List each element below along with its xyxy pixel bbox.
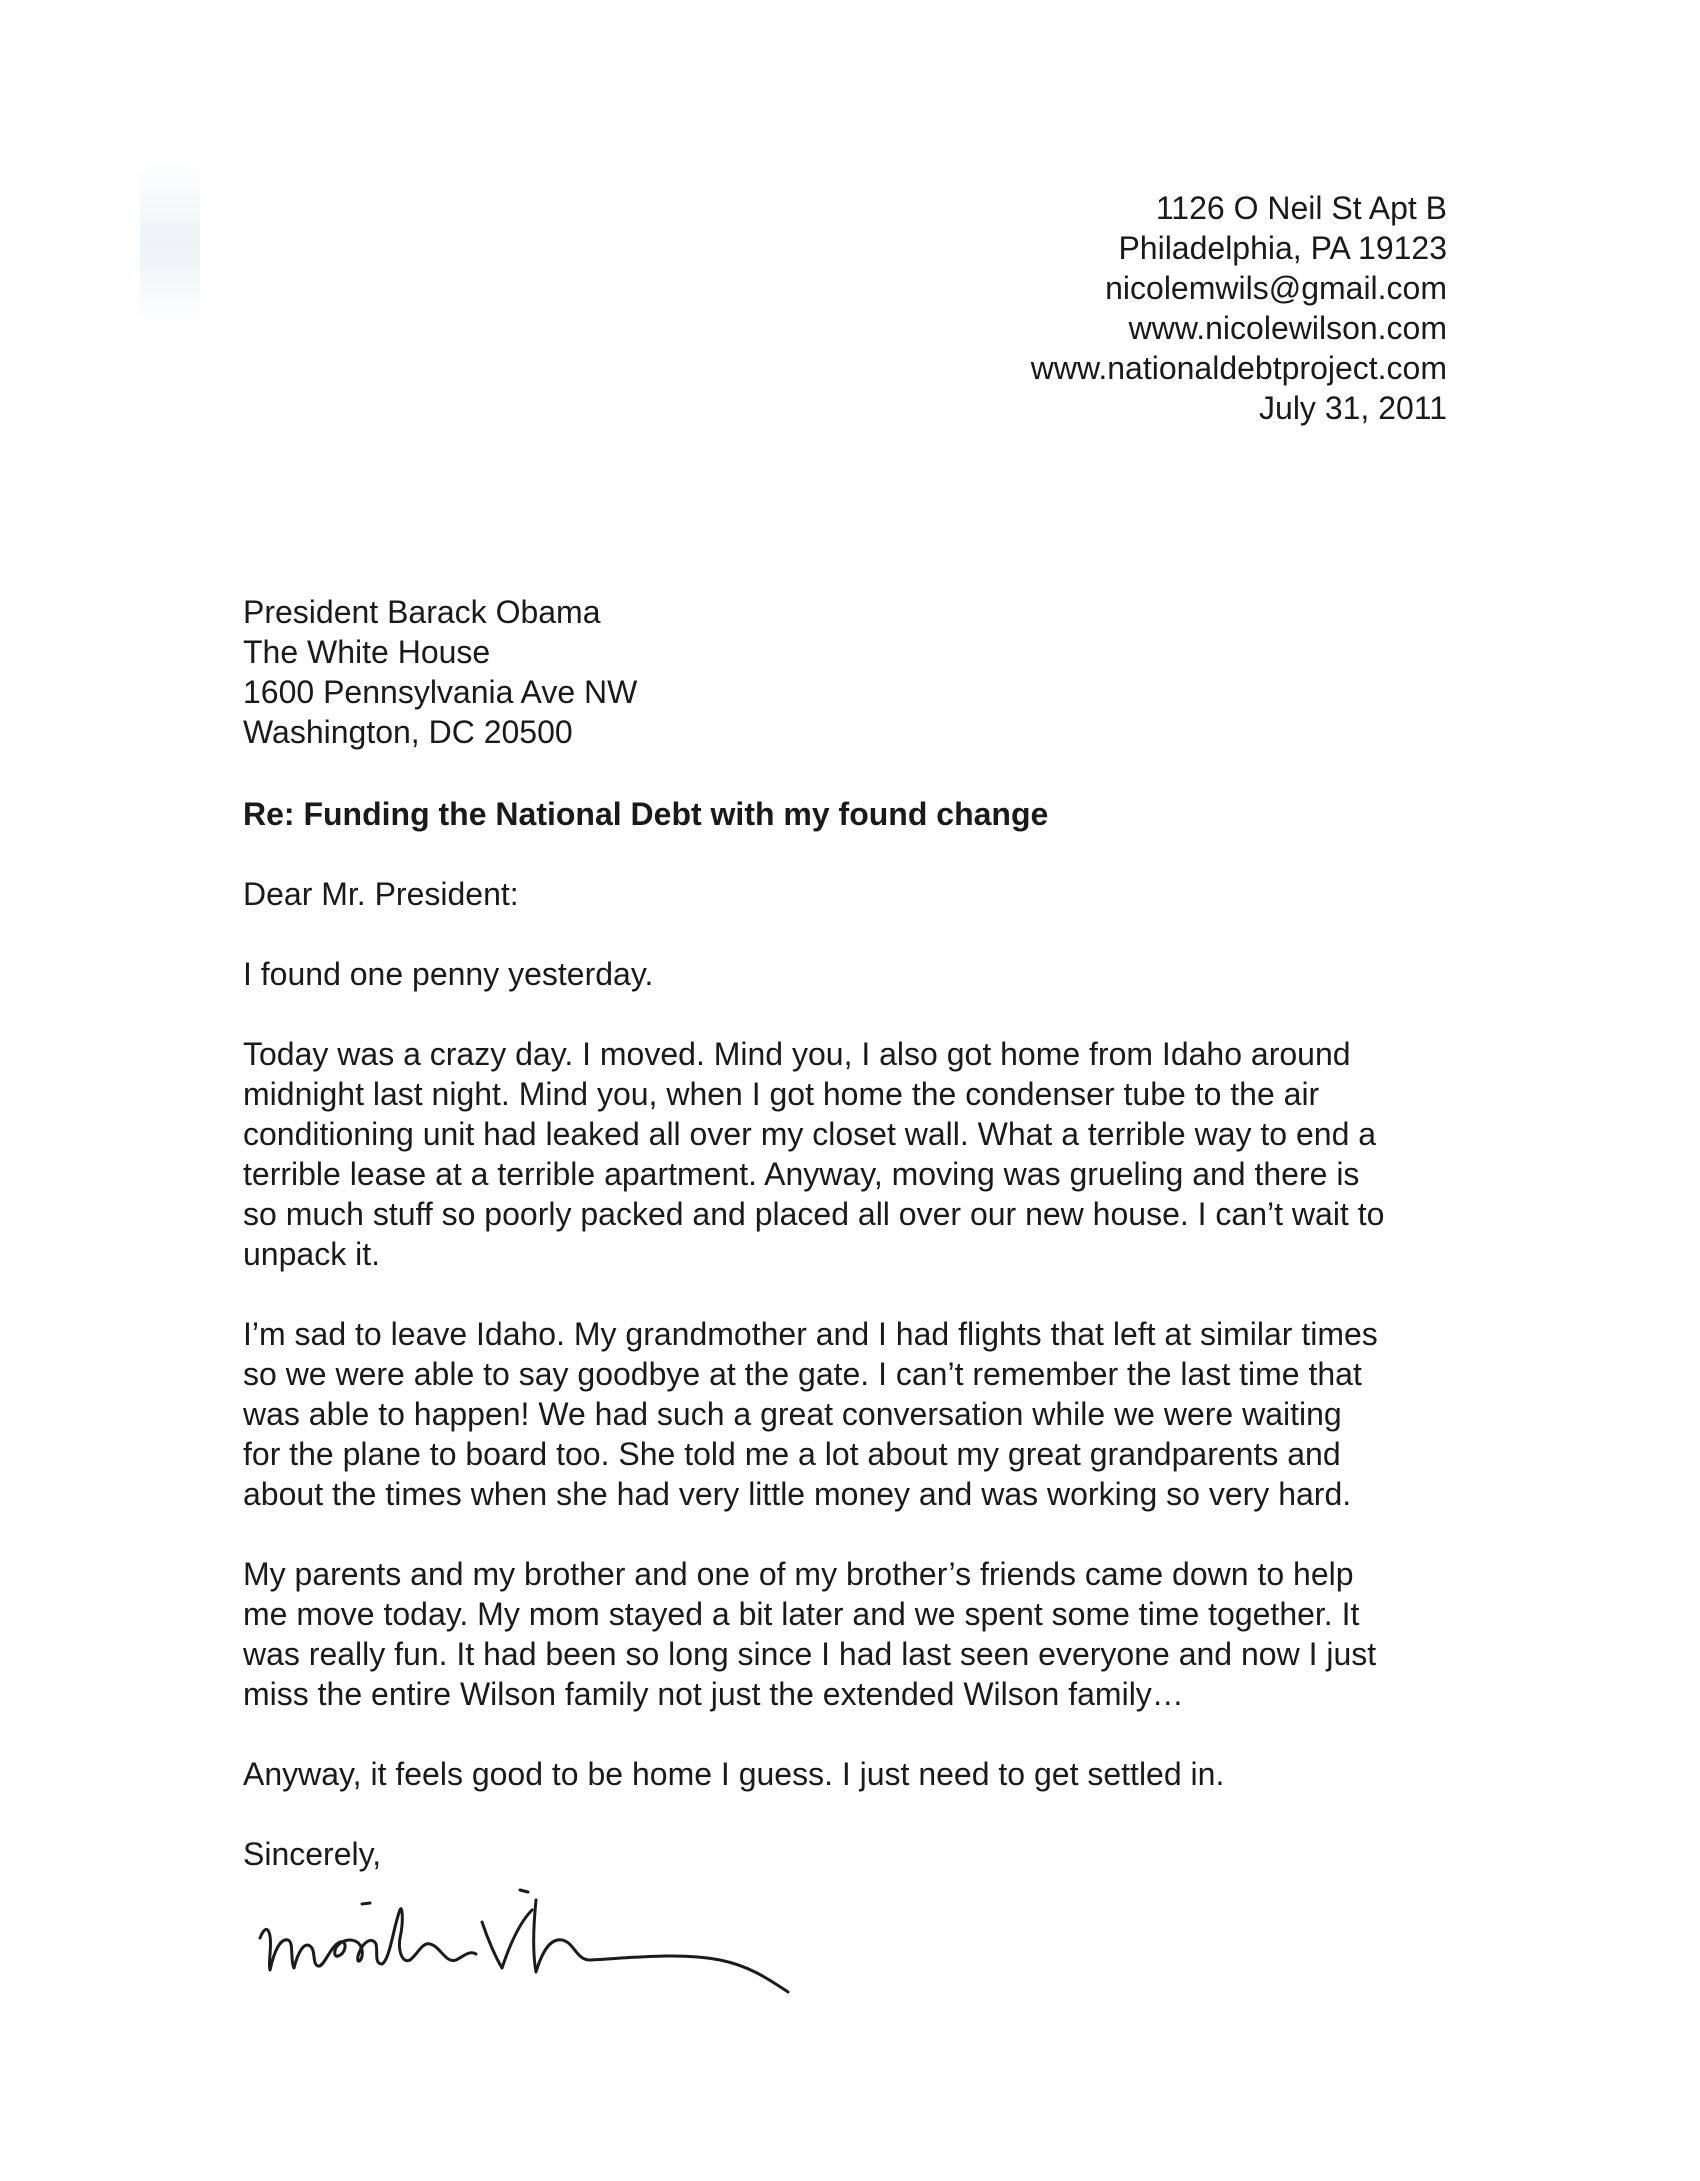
recipient-city: Washington, DC 20500 [243,714,573,750]
scan-smudge [140,160,200,330]
paragraph-line: midnight last night. Mind you, when I got home the condenser tube to the air [243,1076,1320,1112]
closing: Sincerely, [243,1836,382,1872]
recipient-address-block [243,592,637,752]
paragraph-line: I found one penny yesterday. [243,956,654,992]
paragraph-line: for the plane to board too. She told me a lot about my great grandparents and [243,1436,1341,1472]
paragraph-line: I’m sad to leave Idaho. My grandmother and I had flights that left at similar times [243,1316,1378,1352]
recipient-street: 1600 Pennsylvania Ave NW [243,674,638,710]
sender-website-project: www.nationaldebtproject.com [1030,350,1447,386]
paragraph-line: was able to happen! We had such a great conversation while we were waiting [243,1396,1342,1432]
sender-street: 1126 O Neil St Apt B [1155,190,1447,226]
sender-website-personal: www.nicolewilson.com [1128,310,1447,346]
paragraph-3 [243,1314,1483,1514]
letter-date: July 31, 2011 [1259,390,1447,426]
paragraph-line: so we were able to say goodbye at the gate. I can’t remember the last time that [243,1356,1362,1392]
paragraph-line: Today was a crazy day. I moved. Mind you, I also got home from Idaho around [243,1036,1351,1072]
recipient-org: The White House [243,634,491,670]
paragraph-line: me move today. My mom stayed a bit later and we spent some time together. It [243,1596,1360,1632]
salutation: Dear Mr. President: [243,876,519,912]
paragraph-line: so much stuff so poorly packed and placed all over our new house. I can’t wait to [243,1196,1385,1232]
paragraph-line: miss the entire Wilson family not just the extended Wilson family… [243,1676,1184,1712]
paragraph-5 [243,1754,1483,1794]
paragraph-line: about the times when she had very little money and was working so very hard. [243,1476,1352,1512]
paragraph-line: was really fun. It had been so long since I had last seen everyone and now I just [243,1636,1377,1672]
sender-address-block [1031,188,1447,428]
paragraph-4 [243,1554,1483,1714]
sender-city: Philadelphia, PA 19123 [1118,230,1447,266]
paragraph-line: My parents and my brother and one of my brother’s friends came down to help [243,1556,1354,1592]
paragraph-line: Anyway, it feels good to be home I guess. I just need to get settled in. [243,1756,1225,1792]
sender-email: nicolemwils@gmail.com [1105,270,1447,306]
paragraph-2 [243,1034,1483,1274]
subject-line: Re: Funding the National Debt with my found change [243,796,1049,832]
paragraph-line: conditioning unit had leaked all over my closet wall. What a terrible way to end a [243,1116,1377,1152]
recipient-name: President Barack Obama [243,594,601,630]
handwritten-signature [250,1880,800,2020]
paragraph-1 [243,954,1483,994]
paragraph-line: unpack it. [243,1236,380,1272]
paragraph-line: terrible lease at a terrible apartment. Anyway, moving was grueling and there is [243,1156,1360,1192]
